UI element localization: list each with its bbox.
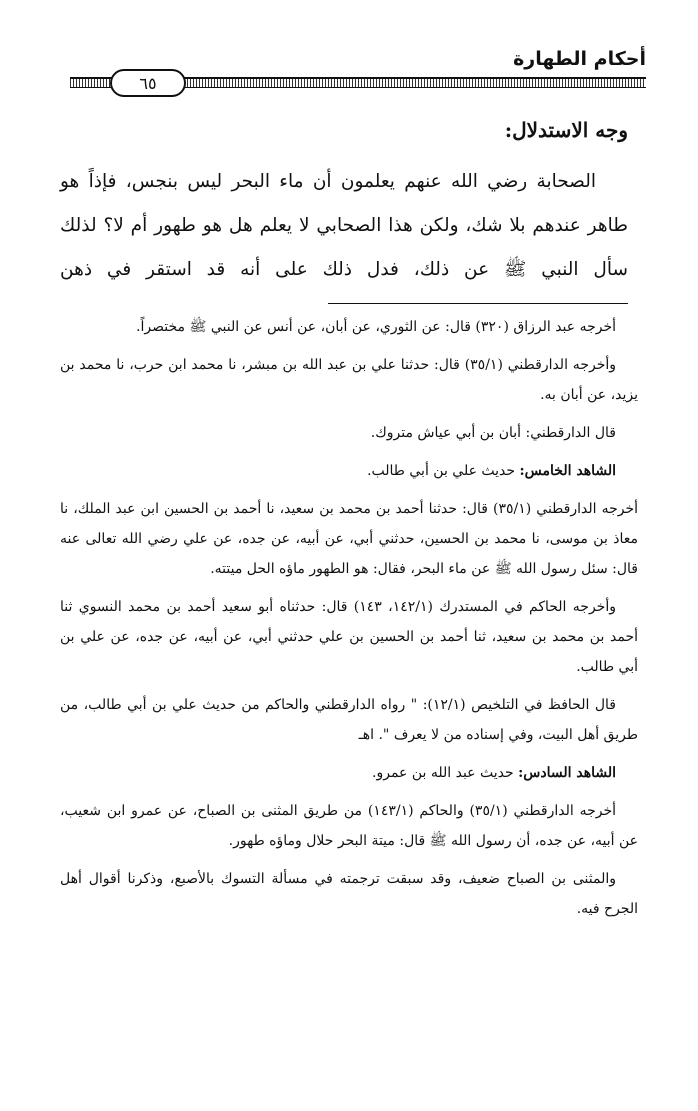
footnote-paragraph: أخرجه عبد الرزاق (٣٢٠) قال: عن الثوري، عن أبان، عن أنس عن النبي ﷺ مختصراً. bbox=[136, 319, 616, 335]
footnote-paragraph: والمثنى بن الصباح ضعيف، وقد سبقت ترجمته في مسألة التسوك بالأصبع، وذكرنا أقوال أهل الجرح فيه. bbox=[60, 871, 638, 917]
footnote-paragraph: أخرجه الدارقطني (٣٥/١) قال: حدثنا أحمد بن محمد بن سعيد، نا أحمد بن الحسين ابن عبد الملك، نا معاذ بن موسى، نا محمد بن الحسين، حدثني أبي، عن أبيه، عن جده، عن علي رضي الله تعالى عنه قال: سئل رسول الله ﷺ عن ماء البحر، فقال: هو الطهور ماؤه الحل ميتته. bbox=[60, 501, 638, 577]
footnote-paragraph: وأخرجه الدارقطني (٣٥/١) قال: حدثنا علي بن عبد الله بن مبشر، نا محمد ابن حرب، نا محمد بن يزيد، عن أبان به. bbox=[60, 357, 638, 403]
footnote-witness-six bbox=[60, 758, 638, 788]
main-paragraph: الصحابة رضي الله عنهم يعلمون أن ماء البحر ليس بنجس، فإذاً هو طاهر عندهم بلا شك، ولكن هذا الصحابي لا يعلم هل هو طهور أم لا؟ لذلك سأل النبي ﷺ عن ذلك، فدل ذلك على أنه قد استقر في ذهن bbox=[60, 171, 628, 280]
footnote-paragraph: أخرجه الدارقطني (٣٥/١) والحاكم (١٤٣/١) من طريق المثنى بن الصباح، عن عمرو ابن شعيب، عن أبيه، عن جده، أن رسول الله ﷺ قال: ميتة البحر حلال وماؤه طهور. bbox=[60, 803, 638, 849]
main-text bbox=[60, 160, 628, 292]
footnote-paragraph: قال الحافظ في التلخيص (١٢/١): " رواه الدارقطني والحاكم من حديث علي بن أبي طالب، من طريق أهل البيت، وفي إسناده من لا يعرف ". اهـ bbox=[60, 697, 638, 743]
footnote-paragraph: قال الدارقطني: أبان بن أبي عياش متروك. bbox=[370, 425, 616, 441]
page-number: ٦٥ bbox=[110, 69, 186, 97]
footnote-witness-five bbox=[60, 456, 638, 486]
witness-label: الشاهد السادس: bbox=[518, 765, 616, 781]
running-title: أحكام الطهارة bbox=[513, 48, 646, 70]
witness-text: حديث علي بن أبي طالب. bbox=[367, 463, 520, 479]
footnotes bbox=[60, 312, 638, 932]
section-heading: وجه الاستدلال: bbox=[504, 118, 628, 142]
witness-text: حديث عبد الله بن عمرو. bbox=[372, 765, 519, 781]
footnote-paragraph: وأخرجه الحاكم في المستدرك (١٤٢/١، ١٤٣) قال: حدثناه أبو سعيد أحمد بن محمد النسوي ثنا أحمد بن محمد بن سعيد، ثنا أحمد بن الحسين بن علي حدثني أبي، عن أبيه، عن جده، عن علي بن أبي طالب. bbox=[60, 599, 638, 675]
witness-label: الشاهد الخامس: bbox=[519, 463, 616, 479]
footnote-divider bbox=[328, 303, 628, 304]
